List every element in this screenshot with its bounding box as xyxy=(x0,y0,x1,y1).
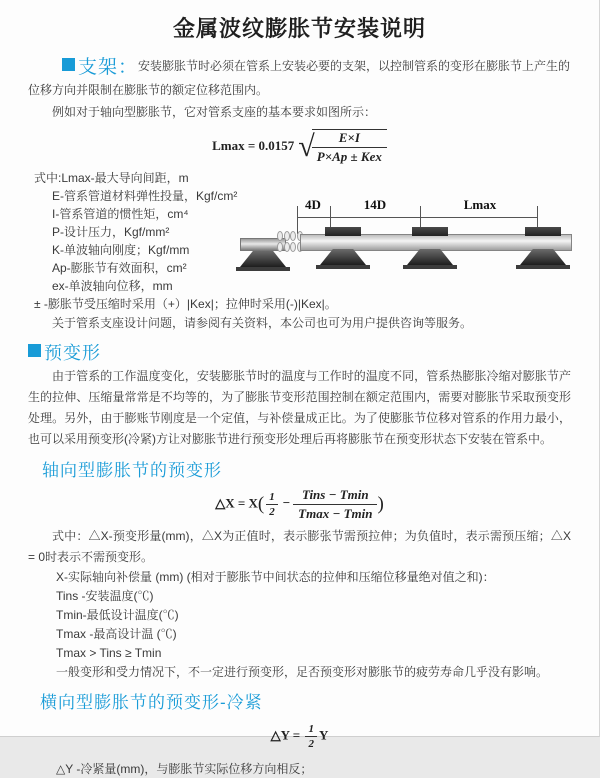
axial-formula-lhs: △X = X xyxy=(215,495,258,511)
pipe-clamp-icon xyxy=(525,227,561,236)
axial-line: Tmax > Tins ≥ Tmin xyxy=(56,646,162,660)
lateral-formula xyxy=(0,723,599,750)
axial-line: X-实际轴向补偿量 (mm) (相对于膨胀节中间状态的拉伸和压缩位移量绝对值之和)： xyxy=(56,570,495,584)
temperature-numerator: Tins − Tmin xyxy=(293,487,377,505)
lmax-formula-denominator: P×Ap ± Kex xyxy=(316,149,382,164)
dimension-label-14d: 14D xyxy=(363,197,387,212)
pipe-support-icon xyxy=(407,249,453,265)
lmax-formula-fraction xyxy=(312,129,387,165)
pipe xyxy=(300,234,572,251)
predeform-section-heading xyxy=(28,341,571,364)
support-section-label: 支架： xyxy=(78,57,139,78)
pipe-clamp-icon xyxy=(325,227,361,236)
axial-line: Tmax -最高设计温 (℃) xyxy=(56,627,177,641)
axial-line: Tmin-最低设计温度(℃) xyxy=(56,608,179,622)
axial-formula xyxy=(0,487,599,522)
temperature-denominator: Tmax − Tmin xyxy=(298,506,373,521)
axial-definitions xyxy=(0,568,599,682)
lmax-formula xyxy=(0,129,599,165)
radical-sign-icon: √ xyxy=(298,130,315,163)
lateral-formula-rhs: Y xyxy=(318,727,329,743)
page-title: 金属波纹膨胀节安装说明 xyxy=(172,16,426,41)
support-note-text: 关于管系支座设计问题，请参阅有关资料，本公司也可为用户提供咨询等服务。 xyxy=(52,316,473,330)
definition-line: K-单波轴向刚度；Kgf/mm xyxy=(52,243,190,257)
pipe-clamp-icon xyxy=(412,227,448,236)
left-paren: ( xyxy=(257,493,265,515)
blue-square-icon xyxy=(28,344,41,357)
definition-line: 式中:Lmax-最大导向间距，m xyxy=(34,171,189,185)
definition-line: E-管系管道材料弹性投量，Kgf/cm² xyxy=(52,189,238,203)
support-intro-text: 安装膨胀节时必须在管系上安装必要的支架，以控制管系的变形在膨胀节上产生的位移方向并限制在膨胀节的额定位移范围内。 xyxy=(28,59,571,97)
dimension-label-lmax: Lmax xyxy=(463,197,497,212)
axial-subheading: 轴向型膨胀节的预变形 xyxy=(42,461,222,480)
lmax-formula-numerator: E×I xyxy=(312,130,387,148)
dimension-label-4d: 4D xyxy=(305,197,321,212)
temperature-fraction xyxy=(293,487,377,522)
axial-line: Tins -安装温度(℃) xyxy=(56,589,154,603)
support-example-text: 例如对于轴向型膨胀节，它对管系支座的基本要求如图所示： xyxy=(52,105,377,119)
pipe-support-icon xyxy=(520,249,566,265)
one-half-fraction xyxy=(266,491,278,518)
definitions-and-diagram xyxy=(0,169,599,313)
half-numerator: 1 xyxy=(305,723,317,737)
definition-line: Ap-膨胀节有效面积，cm² xyxy=(52,261,187,275)
support-baseplate xyxy=(516,265,570,269)
axial-line: 一般变形和受力情况下，不一定进行预变形，足否预变形对膨胀节的疲劳寿命几乎没有影响。 xyxy=(56,665,549,679)
lateral-subheading: 横向型膨胀节的预变形-冷紧 xyxy=(40,693,263,712)
right-paren: ) xyxy=(377,493,384,515)
blue-square-icon xyxy=(62,58,75,71)
minus-operator: − xyxy=(282,495,291,511)
pipe-support-icon xyxy=(240,251,286,267)
support-baseplate xyxy=(316,265,370,269)
lmax-formula-lhs: Lmax = 0.0157 xyxy=(212,137,295,153)
support-baseplate xyxy=(403,265,457,269)
predeform-paragraph: 由于管系的工作温度变化，安装膨胀节时的温度与工作时的温度不同，管系热膨胀冷缩对膨胀节产生的拉伸、压缩量常常是不均等的，为了膨胀节变形范围控制在额定范围内，需要对膨胀节采取预变形处理。另外，由于膨账节刚度是一个定值，与补偿量成正比。为了使膨胀节位移对管系的作用力最小，也可以采用预变形(冷紧)方让对膨胀节进行预变形处理后再将膨胀节在预变形状态下安装在管系中。 xyxy=(28,369,571,446)
dimension-line xyxy=(297,217,537,218)
predeform-section-label: 预变形 xyxy=(44,343,101,363)
definition-line: I-管系管道的惯性矩，cm⁴ xyxy=(52,207,189,221)
half-numerator: 1 xyxy=(266,491,278,505)
definition-line: ex-单波轴向位移，mm xyxy=(52,279,173,293)
axial-formula-note: 式中：△X-预变形量(mm)，△X为正值时，表示膨张节需预拉伸；为负值时，表示需预压缩；△X = 0时表示不需预变形。 xyxy=(28,529,571,564)
half-denominator: 2 xyxy=(308,738,314,750)
lateral-formula-lhs: △Y = xyxy=(270,727,301,743)
one-half-fraction xyxy=(305,723,317,750)
pipe-support-diagram xyxy=(240,197,585,283)
support-baseplate xyxy=(236,267,290,271)
definition-line: ± -膨胀节受压缩时采用（+）|Kex|；拉伸时采用(-)|Kex|。 xyxy=(34,297,337,311)
half-denominator: 2 xyxy=(269,506,275,518)
lateral-note: △Y -冷紧量(mm)，与膨胀节实际位移方向相反； xyxy=(56,762,313,776)
support-section xyxy=(28,55,571,101)
pipe-support-icon xyxy=(320,249,366,265)
definition-line: P-设计压力，Kgf/mm² xyxy=(52,225,170,239)
